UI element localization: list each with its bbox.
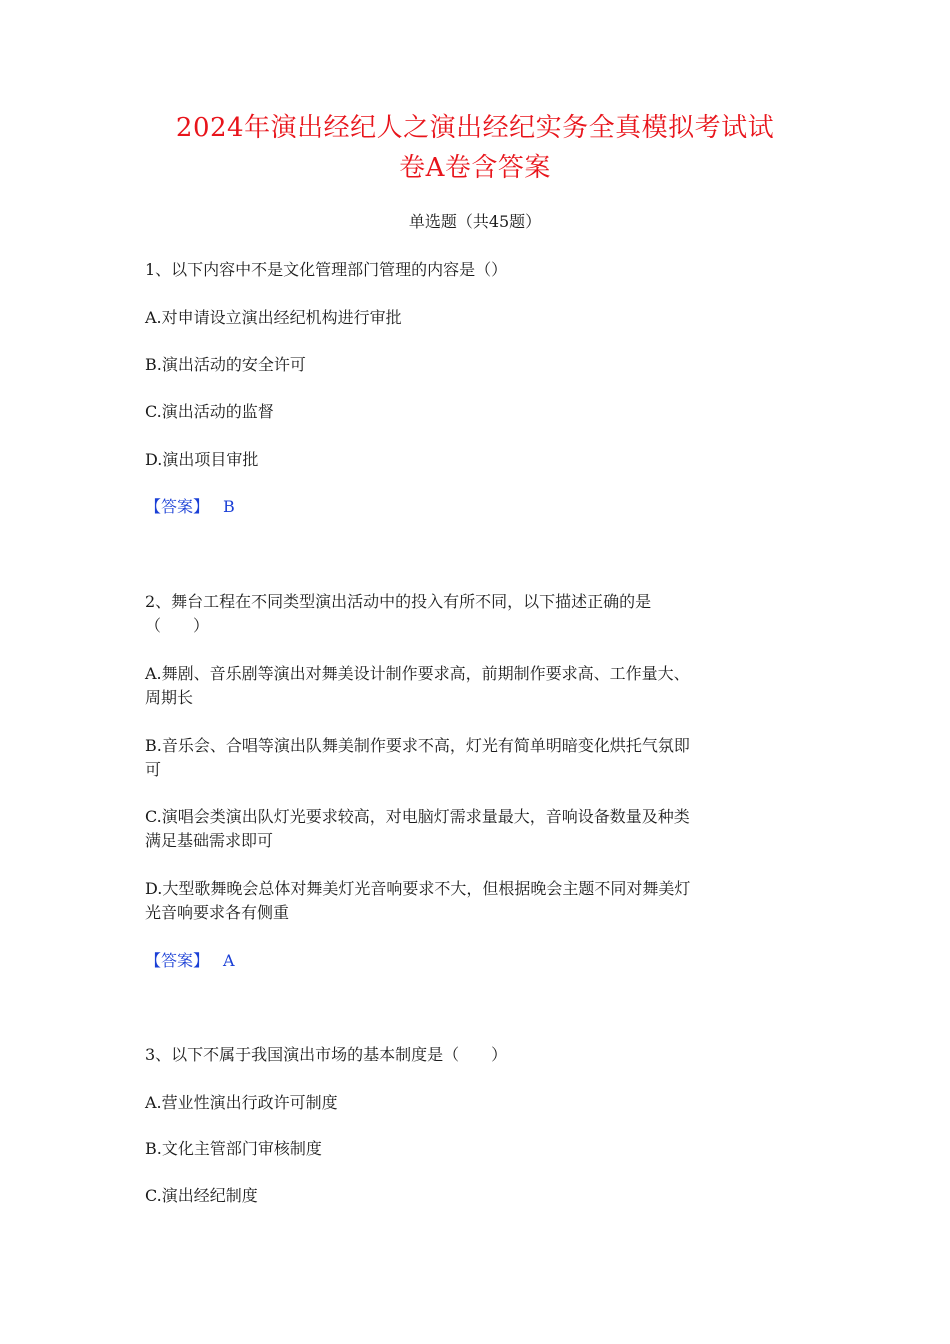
question-1-stem: 1、以下内容中不是文化管理部门管理的内容是（） [145, 260, 508, 279]
question-2-stem-line-2: （ ） [145, 616, 210, 635]
question-1-option-d: D.演出项目审批 [145, 450, 259, 469]
question-2-option-b-line-1: B.音乐会、合唱等演出队舞美制作要求不高，灯光有简单明暗变化烘托气氛即 [145, 736, 690, 755]
answer-value: A [223, 951, 235, 970]
title-line-2: 卷A卷含答案 [399, 153, 551, 183]
question-1-option-a: A.对申请设立演出经纪机构进行审批 [145, 308, 402, 327]
question-2-option-d-line-2: 光音响要求各有侧重 [145, 903, 290, 922]
question-2-option-d-line-1: D.大型歌舞晚会总体对舞美灯光音响要求不大，但根据晚会主题不同对舞美灯 [145, 879, 691, 898]
question-2-option-a-line-2: 周期长 [145, 688, 194, 707]
question-2-option-b-line-2: 可 [145, 760, 162, 779]
question-3-stem: 3、以下不属于我国演出市场的基本制度是（ ） [145, 1045, 508, 1064]
question-1-option-b: B.演出活动的安全许可 [145, 355, 306, 374]
title-line-1: 2024年演出经纪人之演出经纪实务全真模拟考试试 [175, 113, 775, 143]
question-3-option-b: B.文化主管部门审核制度 [145, 1139, 322, 1158]
question-2-option-c-line-2: 满足基础需求即可 [145, 831, 274, 850]
question-2-stem-line-1: 2、舞台工程在不同类型演出活动中的投入有所不同，以下描述正确的是 [145, 592, 652, 611]
answer-label: 【答案】 [145, 951, 210, 970]
answer-label: 【答案】 [145, 497, 210, 516]
question-3-option-c: C.演出经纪制度 [145, 1186, 258, 1205]
question-1-answer [145, 495, 810, 519]
answer-value: B [223, 497, 235, 516]
section-heading: 单选题（共45题） [408, 212, 542, 231]
question-3-option-a: A.营业性演出行政许可制度 [145, 1093, 338, 1112]
document-title [140, 108, 810, 188]
question-2-option-a-line-1: A.舞剧、音乐剧等演出对舞美设计制作要求高，前期制作要求高、工作量大、 [145, 664, 690, 683]
question-1-option-c: C.演出活动的监督 [145, 402, 274, 421]
question-2-answer [145, 949, 810, 973]
question-2-option-c-line-1: C.演唱会类演出队灯光要求较高，对电脑灯需求量最大，音响设备数量及种类 [145, 807, 690, 826]
